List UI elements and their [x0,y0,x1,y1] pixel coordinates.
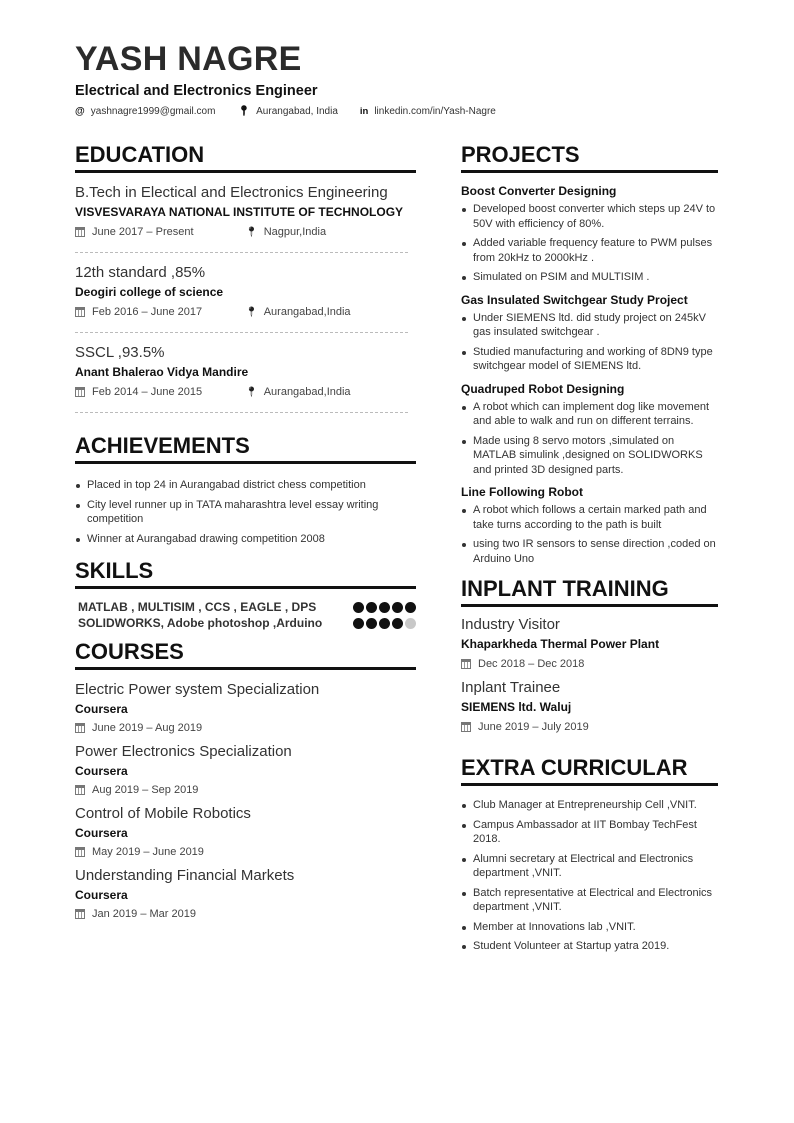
list-item: A robot which follows a certain marked path and take turns according to the path is built [461,503,718,532]
calendar-icon [461,722,471,732]
training-item [461,678,718,733]
section-title-extra: EXTRA CURRICULAR [461,755,718,786]
date-range [461,721,631,733]
education-meta [75,226,408,238]
list-item: Alumni secretary at Electrical and Electronics department ,VNIT. [461,852,718,881]
list-item: Campus Ambassador at IIT Bombay TechFest 2018. [461,818,718,847]
skill-row [75,599,416,615]
achievements-section [75,433,416,546]
calendar-icon [75,387,85,397]
course-item [75,866,416,920]
map-pin-icon: 📍︎ [245,226,258,238]
list-item: Studied manufacturing and working of 8DN9 type switchgear model of SIEMENS ltd. [461,345,718,374]
location [245,306,351,318]
rating-dot-filled [366,618,377,629]
school: Anant Bhalerao Vidya Mandire [75,365,249,379]
list-item: Student Volunteer at Startup yatra 2019. [461,939,718,954]
calendar-icon [75,227,85,237]
course-provider: Coursera [75,702,128,716]
course-item [75,742,416,796]
degree: 12th standard ,85% [75,264,206,281]
skills-section [75,558,416,631]
map-pin-icon: 📍︎ [245,306,258,318]
training-role: Industry Visitor [461,616,560,633]
date-range [75,386,245,398]
project-points [461,202,718,285]
list-item: Batch representative at Electrical and Electronics department ,VNIT. [461,886,718,915]
degree: B.Tech in Electical and Electronics Engineering [75,184,388,201]
location-text: Aurangabad,India [263,386,351,398]
course-provider: Coursera [75,888,128,902]
courses-section [75,639,416,920]
linkedin-icon: in [359,106,369,117]
course-meta [75,784,416,796]
date-text: Dec 2018 – Dec 2018 [478,658,585,670]
date-text: June 2019 – Aug 2019 [92,722,203,734]
degree: SSCL ,93.5% [75,344,165,361]
project-title: Line Following Robot [461,485,583,499]
projects-section [461,142,718,566]
course-meta [75,722,416,734]
rating-dot-empty [405,618,416,629]
section-title-training: INPLANT TRAINING [461,576,718,607]
course-item [75,804,416,858]
date-text: May 2019 – June 2019 [92,846,204,858]
project-title: Quadruped Robot Designing [461,381,625,396]
rating-dot-filled [353,602,364,613]
list-item: Winner at Aurangabad drawing competition 2008 [75,532,416,547]
contact-linkedin[interactable] [360,106,496,117]
rating-dot-filled [366,602,377,613]
training-meta [461,658,718,670]
education-item [75,253,408,333]
course-name: Understanding Financial Markets [75,867,295,884]
rating-dot-filled [392,618,403,629]
education-item [75,333,408,413]
list-item: Made using 8 servo motors ,simulated on MATLAB simulink ,designed on SOLIDWORKS and printed 3D designed parts. [461,434,718,478]
skill-row [75,615,416,631]
rating-dot-filled [379,618,390,629]
email-text: yashnagre1999@gmail.com [90,106,216,117]
section-title-achievements: ACHIEVEMENTS [75,433,416,464]
left-column [75,142,416,920]
skills-list [75,599,416,631]
rating-dot-filled [353,618,364,629]
date-range [75,784,245,796]
date-range [461,658,631,670]
date-range [75,306,245,318]
list-item: Under SIEMENS ltd. did study project on 245kV gas insulated switchgear . [461,311,718,340]
project-item [461,293,718,374]
training-meta [461,721,718,733]
skill-name: MATLAB , MULTISIM , CCS , EAGLE , DPS [78,600,317,614]
rating-dot-filled [379,602,390,613]
date-text: Aug 2019 – Sep 2019 [92,784,199,796]
date-range [75,722,245,734]
calendar-icon [75,847,85,857]
project-item [461,184,718,285]
course-meta [75,846,416,858]
education-meta [75,306,408,318]
list-item: Added variable frequency feature to PWM pulses from 20kHz to 2000kHz . [461,236,718,265]
candidate-role: Electrical and Electronics Engineer [75,83,318,99]
skill-rating [351,602,416,613]
contact-email[interactable] [75,106,215,117]
at-icon: @ [75,106,85,117]
training-item [461,615,718,670]
linkedin-text: linkedin.com/in/Yash-Nagre [374,106,496,117]
section-title-education: EDUCATION [75,142,416,173]
list-item: Simulated on PSIM and MULTISIM . [461,270,718,285]
course-name: Electric Power system Specialization [75,681,320,698]
course-provider: Coursera [75,764,128,778]
skill-name: SOLIDWORKS, Adobe photoshop ,Arduino [78,616,323,630]
date-text: Feb 2014 – June 2015 [92,386,203,398]
location-text: Nagpur,India [263,226,327,238]
education-meta [75,386,408,398]
calendar-icon [75,785,85,795]
map-pin-icon: 📍︎ [237,106,251,117]
date-range [75,846,245,858]
course-item [75,680,416,734]
contact-row [75,106,518,117]
calendar-icon [75,307,85,317]
training-org: SIEMENS ltd. Waluj [461,700,572,714]
location [245,226,326,238]
date-text: Feb 2016 – June 2017 [92,306,203,318]
location [245,386,351,398]
date-range [75,908,245,920]
calendar-icon [75,723,85,733]
list-item: using two IR sensors to sense direction ,coded on Arduino Uno [461,537,718,566]
course-meta [75,908,416,920]
course-provider: Coursera [75,826,128,840]
calendar-icon [461,659,471,669]
project-item [461,485,718,566]
list-item: Member at Innovations lab ,VNIT. [461,920,718,935]
rating-dot-filled [405,602,416,613]
school: Deogiri college of science [75,285,224,299]
extra-list [461,798,718,954]
map-pin-icon: 📍︎ [245,386,258,398]
resume-header [75,40,518,117]
project-points [461,503,718,566]
training-role: Inplant Trainee [461,679,561,696]
list-item: Placed in top 24 in Aurangabad district chess competition [75,478,416,493]
course-name: Control of Mobile Robotics [75,805,251,822]
list-item: A robot which can implement dog like movement and able to walk and run on different terrains. [461,400,718,429]
calendar-icon [75,909,85,919]
location-text: Aurangabad, India [256,106,338,117]
achievements-list [75,478,416,546]
section-title-courses: COURSES [75,639,416,670]
date-text: June 2019 – July 2019 [478,721,589,733]
training-section [461,576,718,733]
date-text: June 2017 – Present [92,226,194,238]
project-item [461,382,718,478]
location-text: Aurangabad,India [263,306,351,318]
rating-dot-filled [392,602,403,613]
project-title: Boost Converter Designing [461,184,617,198]
date-range [75,226,245,238]
date-text: Jan 2019 – Mar 2019 [92,908,196,920]
training-org: Khaparkheda Thermal Power Plant [461,637,660,651]
list-item: City level runner up in TATA maharashtra level essay writing competition [75,498,416,527]
contact-location [237,106,337,117]
right-column [461,142,718,959]
candidate-name: YASH NAGRE [75,40,302,78]
project-points [461,400,718,478]
school: VISVESVARAYA NATIONAL INSTITUTE OF TECHNOLOGY [75,205,404,219]
section-title-projects: PROJECTS [461,142,718,173]
list-item: Club Manager at Entrepreneurship Cell ,VNIT. [461,798,718,813]
education-section [75,142,416,413]
education-item [75,173,408,253]
section-title-skills: SKILLS [75,558,416,589]
extra-curricular-section [461,755,718,954]
project-points [461,311,718,374]
list-item: Developed boost converter which steps up 24V to 50V with efficiency of 80%. [461,202,718,231]
skill-rating [351,618,416,629]
course-name: Power Electronics Specialization [75,743,292,760]
project-title: Gas Insulated Switchgear Study Project [461,292,688,307]
